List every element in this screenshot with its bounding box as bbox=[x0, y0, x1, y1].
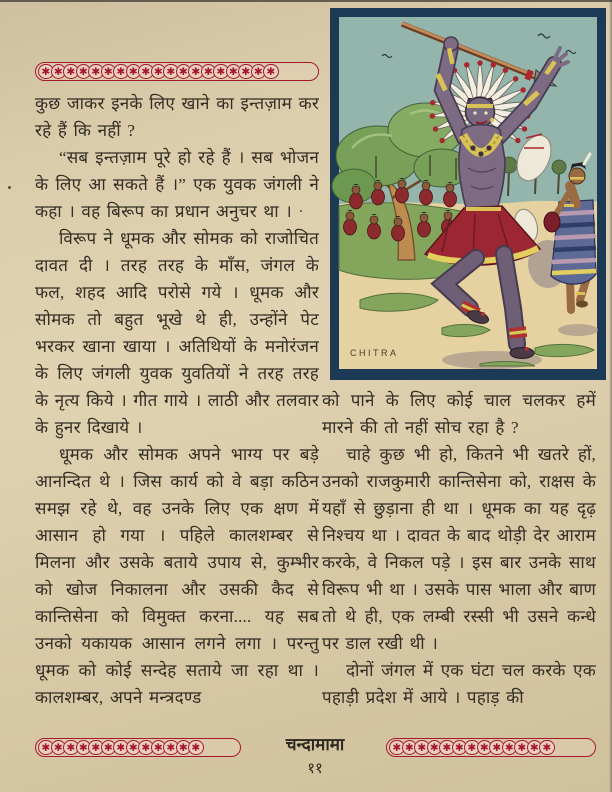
ornament-flower-icon: ✱ bbox=[51, 740, 67, 756]
shadow bbox=[558, 324, 598, 336]
story-paragraph: दोनों जंगल में एक घंटा चल करके एक पहाड़ी प्रदेश में आये । पहाड़ की bbox=[322, 661, 596, 707]
ornament-flower-icon: ✱ bbox=[63, 64, 79, 80]
left-text-column bbox=[35, 90, 319, 736]
ornament-flower-icon: ✱ bbox=[113, 740, 129, 756]
magazine-title: चन्दामामा bbox=[285, 735, 345, 754]
footer-ornament-right bbox=[386, 738, 596, 757]
ornament-flower-icon: ✱ bbox=[238, 64, 254, 80]
scan-edge-top bbox=[0, 0, 612, 2]
ornament-flower-icon: ✱ bbox=[88, 740, 104, 756]
ornament-flower-icon: ✱ bbox=[188, 740, 204, 756]
ornament-flower-icon: ✱ bbox=[38, 740, 54, 756]
footer-ornament-left bbox=[35, 738, 241, 757]
paper-speck bbox=[8, 186, 11, 189]
ornament-flower-icon: ✱ bbox=[63, 740, 79, 756]
ornament-flower-icon: ✱ bbox=[389, 740, 405, 756]
ornament-flower-icon: ✱ bbox=[201, 64, 217, 80]
footer-center bbox=[243, 732, 387, 778]
story-illustration bbox=[330, 8, 606, 380]
ornament-flower-icon: ✱ bbox=[151, 64, 167, 80]
ornament-flower-icon: ✱ bbox=[514, 740, 530, 756]
ornament-flower-icon: ✱ bbox=[176, 64, 192, 80]
ornament-flower-icon: ✱ bbox=[402, 740, 418, 756]
story-paragraph: को पाने के लिए कोई चाल चलकर हमें मारने की तो नहीं सोच रहा है ? bbox=[322, 391, 596, 437]
ornament-flower-icon: ✱ bbox=[527, 740, 543, 756]
top-ornament-border bbox=[35, 62, 319, 81]
story-paragraph: विरूप ने धूमक और सोमक को राजोचित दावत दी । तरह तरह के माँस, जंगल के फल, शहद आदि परोसे गये । धूमक और सोमक तो बहुत भूखे थे ही, उन्होंने पेट भरकर खाना खाया । अतिथियों के मनोरंजन के लिए जंगली युवक युवतियों ने तरह तरह के नृत्य किये । गीत गाये । लाठी और तलवार के हुनर दिखाये । bbox=[35, 229, 319, 437]
ornament-flower-icon: ✱ bbox=[76, 64, 92, 80]
head bbox=[466, 96, 495, 126]
ornament-flower-icon: ✱ bbox=[163, 64, 179, 80]
ornament-flower-icon: ✱ bbox=[101, 64, 117, 80]
artist-signature: CHITRA bbox=[350, 348, 399, 358]
ornament-flower-icon: ✱ bbox=[151, 740, 167, 756]
ornament-flower-icon: ✱ bbox=[439, 740, 455, 756]
page-number: ११ bbox=[307, 761, 323, 777]
ornament-flower-icon: ✱ bbox=[126, 64, 142, 80]
right-text-column bbox=[322, 387, 596, 735]
ornament-flower-icon: ✱ bbox=[113, 64, 129, 80]
story-paragraph: धूमक और सोमक अपने भाग्य पर बड़े आनन्दित थे । जिस कार्य को वे बड़ा कठिन समझ रहे थे, वह उनके लिए एक क्षण में आसान हो गया । पहिले कालशम्बर से मिलना और उसके बताये उपाय से, कुम्भीर को खोज निकालना और उसकी कैद से कान्तिसेना को विमुक्त करना.... यह सब उनको यकायक आसान लगने लगा । परन्तु धूमक को कोई सन्देह सताये जा रहा था । कालशम्बर, अपने मन्त्रदण्ड bbox=[35, 445, 319, 707]
ornament-flower-icon: ✱ bbox=[176, 740, 192, 756]
story-paragraph: “सब इन्तज़ाम पूरे हो रहे हैं । सब भोजन के लिए आ सकते हैं ।” एक युवक जंगली ने कहा । वह बिरूप का प्रधान अनुचर था । bbox=[35, 148, 319, 221]
ornament-flower-icon: ✱ bbox=[51, 64, 67, 80]
ornament-flower-icon: ✱ bbox=[251, 64, 267, 80]
ornament-flower-icon: ✱ bbox=[101, 740, 117, 756]
ornament-flower-icon: ✱ bbox=[88, 64, 104, 80]
ornament-flower-icon: ✱ bbox=[502, 740, 518, 756]
ornament-flower-icon: ✱ bbox=[464, 740, 480, 756]
ornament-flower-icon: ✱ bbox=[163, 740, 179, 756]
story-paragraph: कुछ जाकर इनके लिए खाने का इन्तज़ाम कर रहे हैं कि नहीं ? bbox=[35, 94, 319, 140]
story-paragraph: चाहे कुछ भी हो, कितने भी खतरे हों, उनको राजकुमारी कान्तिसेना को, राक्षस के यहाँ से छुड़ाना ही था । धूमक का यह दृढ़ निश्चय था । दावत के बाद थोड़ी देर आराम करके, वे निकल पड़े । इस बार उनके साथ विरूप भी था । उसके पास भाला और बाण तो थे ही, एक लम्बी रस्सी भी उसने कन्धे पर डाल रखी थी । bbox=[322, 445, 596, 653]
ornament-flower-icon: ✱ bbox=[138, 740, 154, 756]
ornament-flower-icon: ✱ bbox=[76, 740, 92, 756]
ornament-flower-icon: ✱ bbox=[489, 740, 505, 756]
ornament-flower-icon: ✱ bbox=[126, 740, 142, 756]
ornament-flower-icon: ✱ bbox=[226, 64, 242, 80]
ornament-flower-icon: ✱ bbox=[427, 740, 443, 756]
ornament-flower-icon: ✱ bbox=[213, 64, 229, 80]
torso bbox=[459, 125, 505, 214]
ornament-flower-icon: ✱ bbox=[477, 740, 493, 756]
ornament-flower-icon: ✱ bbox=[188, 64, 204, 80]
ornament-flower-icon: ✱ bbox=[263, 64, 279, 80]
ornament-flower-icon: ✱ bbox=[539, 740, 555, 756]
ornament-flower-icon: ✱ bbox=[38, 64, 54, 80]
ornament-flower-icon: ✱ bbox=[414, 740, 430, 756]
ornament-flower-icon: ✱ bbox=[138, 64, 154, 80]
ornament-flower-icon: ✱ bbox=[452, 740, 468, 756]
